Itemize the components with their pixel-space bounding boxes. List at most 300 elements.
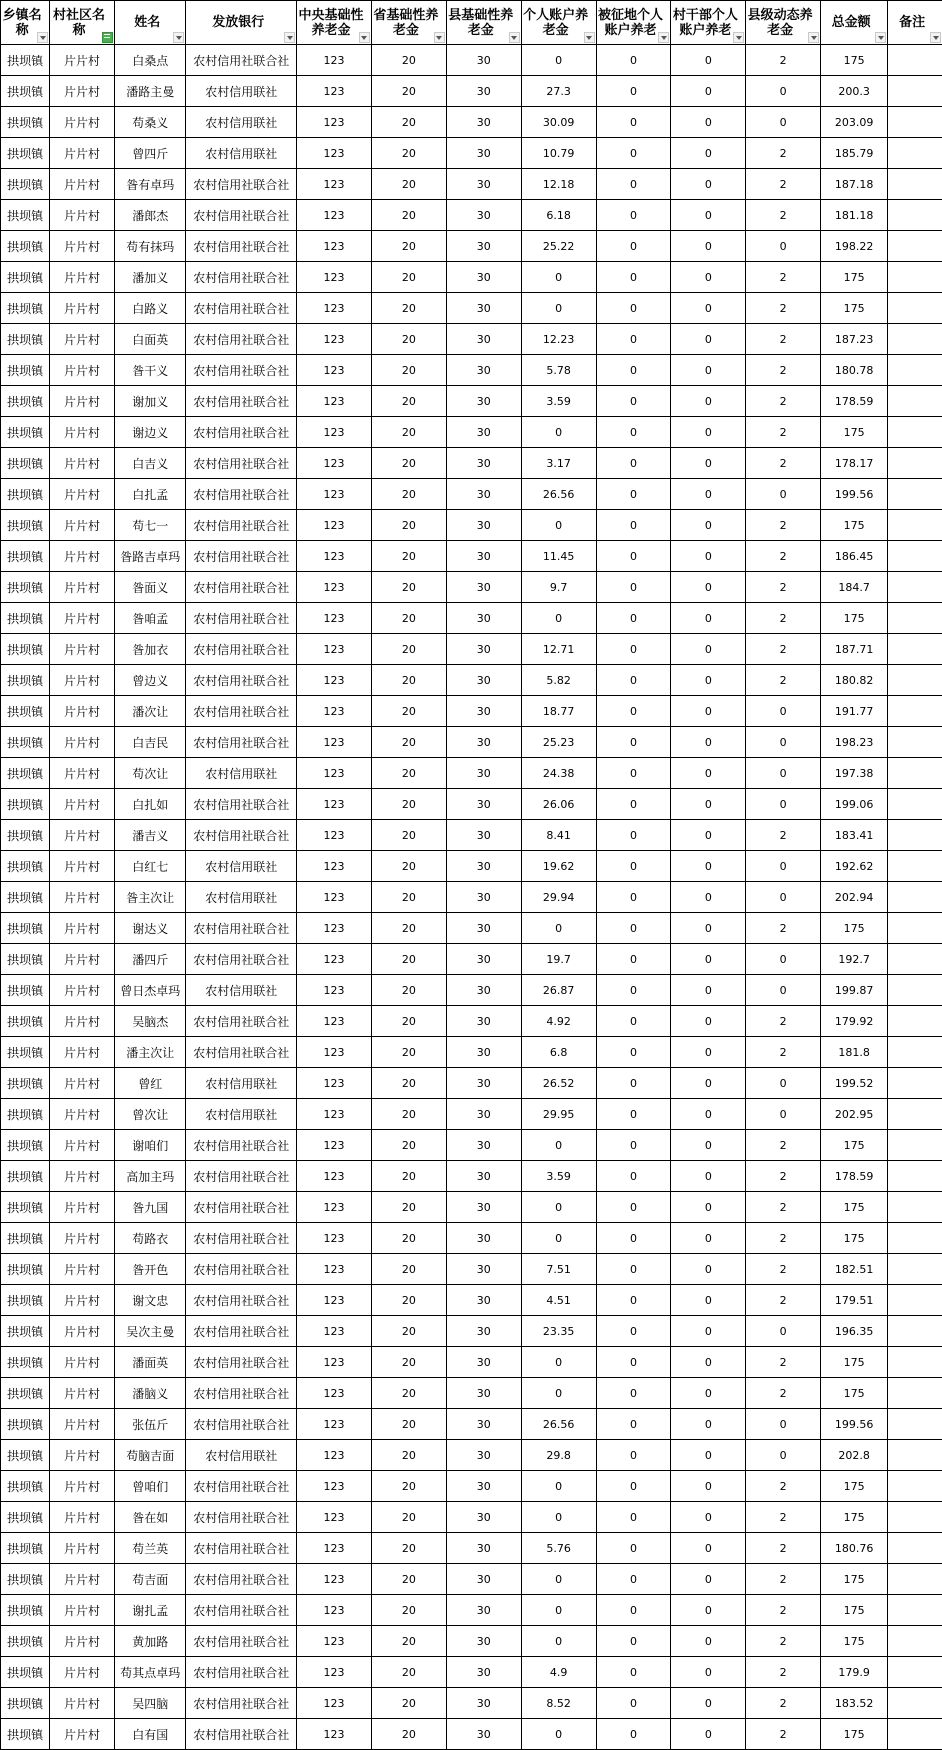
cell-town[interactable]: 拱坝镇 xyxy=(1,944,50,975)
cell-province[interactable]: 20 xyxy=(371,1347,446,1378)
cell-name[interactable]: 曾咱们 xyxy=(114,1471,186,1502)
cell-province[interactable]: 20 xyxy=(371,1533,446,1564)
cell-village[interactable]: 片片村 xyxy=(50,882,115,913)
cell-town[interactable]: 拱坝镇 xyxy=(1,820,50,851)
cell-cadre[interactable]: 0 xyxy=(671,479,746,510)
cell-town[interactable]: 拱坝镇 xyxy=(1,1037,50,1068)
cell-land[interactable]: 0 xyxy=(596,1285,671,1316)
cell-village[interactable]: 片片村 xyxy=(50,1254,115,1285)
cell-land[interactable]: 0 xyxy=(596,1378,671,1409)
cell-note[interactable] xyxy=(888,851,942,882)
cell-land[interactable]: 0 xyxy=(596,1471,671,1502)
cell-personal[interactable]: 9.7 xyxy=(521,572,596,603)
cell-land[interactable]: 0 xyxy=(596,76,671,107)
cell-central[interactable]: 123 xyxy=(297,851,372,882)
cell-name[interactable]: 谢扎孟 xyxy=(114,1595,186,1626)
cell-personal[interactable]: 0 xyxy=(521,1502,596,1533)
cell-bank[interactable]: 农村信用社联合社 xyxy=(186,944,297,975)
cell-cadre[interactable]: 0 xyxy=(671,1037,746,1068)
cell-county[interactable]: 30 xyxy=(446,820,521,851)
cell-dynamic[interactable]: 0 xyxy=(746,1316,821,1347)
cell-central[interactable]: 123 xyxy=(297,510,372,541)
cell-town[interactable]: 拱坝镇 xyxy=(1,200,50,231)
cell-note[interactable] xyxy=(888,1719,942,1750)
cell-total[interactable]: 197.38 xyxy=(821,758,888,789)
cell-total[interactable]: 192.7 xyxy=(821,944,888,975)
cell-total[interactable]: 199.52 xyxy=(821,1068,888,1099)
cell-total[interactable]: 175 xyxy=(821,262,888,293)
cell-central[interactable]: 123 xyxy=(297,758,372,789)
cell-cadre[interactable]: 0 xyxy=(671,820,746,851)
cell-personal[interactable]: 5.78 xyxy=(521,355,596,386)
cell-county[interactable]: 30 xyxy=(446,231,521,262)
cell-name[interactable]: 潘加义 xyxy=(114,262,186,293)
cell-dynamic[interactable]: 2 xyxy=(746,386,821,417)
cell-note[interactable] xyxy=(888,448,942,479)
cell-cadre[interactable]: 0 xyxy=(671,1533,746,1564)
cell-dynamic[interactable]: 2 xyxy=(746,1533,821,1564)
cell-central[interactable]: 123 xyxy=(297,169,372,200)
cell-total[interactable]: 183.41 xyxy=(821,820,888,851)
cell-note[interactable] xyxy=(888,1657,942,1688)
cell-note[interactable] xyxy=(888,603,942,634)
cell-cadre[interactable]: 0 xyxy=(671,448,746,479)
cell-village[interactable]: 片片村 xyxy=(50,1285,115,1316)
cell-note[interactable] xyxy=(888,1688,942,1719)
cell-county[interactable]: 30 xyxy=(446,324,521,355)
cell-cadre[interactable]: 0 xyxy=(671,262,746,293)
cell-cadre[interactable]: 0 xyxy=(671,1595,746,1626)
cell-cadre[interactable]: 0 xyxy=(671,1316,746,1347)
cell-personal[interactable]: 29.94 xyxy=(521,882,596,913)
cell-county[interactable]: 30 xyxy=(446,510,521,541)
cell-village[interactable]: 片片村 xyxy=(50,789,115,820)
cell-total[interactable]: 183.52 xyxy=(821,1688,888,1719)
cell-dynamic[interactable]: 2 xyxy=(746,1595,821,1626)
cell-county[interactable]: 30 xyxy=(446,944,521,975)
cell-personal[interactable]: 0 xyxy=(521,293,596,324)
cell-personal[interactable]: 0 xyxy=(521,1564,596,1595)
cell-total[interactable]: 175 xyxy=(821,1378,888,1409)
cell-central[interactable]: 123 xyxy=(297,1037,372,1068)
cell-bank[interactable]: 农村信用社联合社 xyxy=(186,1719,297,1750)
cell-name[interactable]: 吴脑杰 xyxy=(114,1006,186,1037)
cell-cadre[interactable]: 0 xyxy=(671,1564,746,1595)
cell-dynamic[interactable]: 2 xyxy=(746,541,821,572)
cell-dynamic[interactable]: 2 xyxy=(746,913,821,944)
cell-dynamic[interactable]: 2 xyxy=(746,1502,821,1533)
cell-town[interactable]: 拱坝镇 xyxy=(1,1719,50,1750)
cell-cadre[interactable]: 0 xyxy=(671,634,746,665)
cell-note[interactable] xyxy=(888,200,942,231)
cell-note[interactable] xyxy=(888,1254,942,1285)
cell-village[interactable]: 片片村 xyxy=(50,231,115,262)
cell-total[interactable]: 175 xyxy=(821,1502,888,1533)
cell-note[interactable] xyxy=(888,293,942,324)
cell-province[interactable]: 20 xyxy=(371,1161,446,1192)
cell-bank[interactable]: 农村信用社联合社 xyxy=(186,634,297,665)
cell-dynamic[interactable]: 2 xyxy=(746,572,821,603)
cell-town[interactable]: 拱坝镇 xyxy=(1,572,50,603)
cell-personal[interactable]: 10.79 xyxy=(521,138,596,169)
cell-central[interactable]: 123 xyxy=(297,944,372,975)
cell-name[interactable]: 潘主次让 xyxy=(114,1037,186,1068)
cell-land[interactable]: 0 xyxy=(596,1192,671,1223)
cell-province[interactable]: 20 xyxy=(371,386,446,417)
cell-dynamic[interactable]: 2 xyxy=(746,1223,821,1254)
cell-dynamic[interactable]: 0 xyxy=(746,1440,821,1471)
cell-name[interactable]: 曾日杰卓玛 xyxy=(114,975,186,1006)
cell-province[interactable]: 20 xyxy=(371,1440,446,1471)
cell-dynamic[interactable]: 0 xyxy=(746,882,821,913)
cell-land[interactable]: 0 xyxy=(596,541,671,572)
cell-village[interactable]: 片片村 xyxy=(50,1564,115,1595)
cell-name[interactable]: 昝干义 xyxy=(114,355,186,386)
cell-province[interactable]: 20 xyxy=(371,417,446,448)
cell-note[interactable] xyxy=(888,510,942,541)
cell-village[interactable]: 片片村 xyxy=(50,448,115,479)
cell-central[interactable]: 123 xyxy=(297,138,372,169)
cell-bank[interactable]: 农村信用联社 xyxy=(186,138,297,169)
cell-province[interactable]: 20 xyxy=(371,1006,446,1037)
cell-dynamic[interactable]: 2 xyxy=(746,1347,821,1378)
cell-dynamic[interactable]: 0 xyxy=(746,758,821,789)
cell-cadre[interactable]: 0 xyxy=(671,944,746,975)
cell-cadre[interactable]: 0 xyxy=(671,1192,746,1223)
cell-central[interactable]: 123 xyxy=(297,1502,372,1533)
cell-cadre[interactable]: 0 xyxy=(671,1657,746,1688)
cell-cadre[interactable]: 0 xyxy=(671,1006,746,1037)
cell-land[interactable]: 0 xyxy=(596,882,671,913)
cell-name[interactable]: 白路义 xyxy=(114,293,186,324)
cell-province[interactable]: 20 xyxy=(371,1068,446,1099)
cell-personal[interactable]: 0 xyxy=(521,45,596,76)
cell-town[interactable]: 拱坝镇 xyxy=(1,1223,50,1254)
cell-province[interactable]: 20 xyxy=(371,727,446,758)
cell-total[interactable]: 196.35 xyxy=(821,1316,888,1347)
cell-central[interactable]: 123 xyxy=(297,231,372,262)
cell-land[interactable]: 0 xyxy=(596,1068,671,1099)
cell-dynamic[interactable]: 2 xyxy=(746,293,821,324)
cell-province[interactable]: 20 xyxy=(371,1409,446,1440)
cell-note[interactable] xyxy=(888,975,942,1006)
cell-bank[interactable]: 农村信用社联合社 xyxy=(186,1688,297,1719)
cell-land[interactable]: 0 xyxy=(596,665,671,696)
cell-bank[interactable]: 农村信用社联合社 xyxy=(186,1502,297,1533)
cell-name[interactable]: 吴四脑 xyxy=(114,1688,186,1719)
cell-land[interactable]: 0 xyxy=(596,634,671,665)
cell-personal[interactable]: 8.52 xyxy=(521,1688,596,1719)
cell-note[interactable] xyxy=(888,758,942,789)
cell-village[interactable]: 片片村 xyxy=(50,634,115,665)
cell-total[interactable]: 175 xyxy=(821,1471,888,1502)
cell-central[interactable]: 123 xyxy=(297,975,372,1006)
cell-county[interactable]: 30 xyxy=(446,1564,521,1595)
cell-town[interactable]: 拱坝镇 xyxy=(1,634,50,665)
cell-total[interactable]: 199.56 xyxy=(821,1409,888,1440)
cell-land[interactable]: 0 xyxy=(596,1223,671,1254)
cell-bank[interactable]: 农村信用社联合社 xyxy=(186,479,297,510)
cell-dynamic[interactable]: 2 xyxy=(746,1657,821,1688)
cell-land[interactable]: 0 xyxy=(596,510,671,541)
cell-note[interactable] xyxy=(888,882,942,913)
cell-personal[interactable]: 0 xyxy=(521,1223,596,1254)
cell-central[interactable]: 123 xyxy=(297,1471,372,1502)
cell-name[interactable]: 昝路吉卓玛 xyxy=(114,541,186,572)
cell-cadre[interactable]: 0 xyxy=(671,1161,746,1192)
cell-dynamic[interactable]: 2 xyxy=(746,448,821,479)
cell-central[interactable]: 123 xyxy=(297,603,372,634)
cell-note[interactable] xyxy=(888,696,942,727)
cell-county[interactable]: 30 xyxy=(446,45,521,76)
cell-central[interactable]: 123 xyxy=(297,913,372,944)
cell-dynamic[interactable]: 2 xyxy=(746,45,821,76)
cell-town[interactable]: 拱坝镇 xyxy=(1,1657,50,1688)
cell-name[interactable]: 谢咱们 xyxy=(114,1130,186,1161)
cell-cadre[interactable]: 0 xyxy=(671,1099,746,1130)
cell-personal[interactable]: 5.82 xyxy=(521,665,596,696)
cell-central[interactable]: 123 xyxy=(297,262,372,293)
cell-cadre[interactable]: 0 xyxy=(671,107,746,138)
cell-dynamic[interactable]: 0 xyxy=(746,107,821,138)
cell-province[interactable]: 20 xyxy=(371,820,446,851)
cell-central[interactable]: 123 xyxy=(297,448,372,479)
cell-personal[interactable]: 26.87 xyxy=(521,975,596,1006)
cell-cadre[interactable]: 0 xyxy=(671,572,746,603)
cell-personal[interactable]: 18.77 xyxy=(521,696,596,727)
cell-personal[interactable]: 0 xyxy=(521,1595,596,1626)
cell-personal[interactable]: 3.17 xyxy=(521,448,596,479)
cell-town[interactable]: 拱坝镇 xyxy=(1,386,50,417)
cell-name[interactable]: 谢文忠 xyxy=(114,1285,186,1316)
cell-name[interactable]: 白红七 xyxy=(114,851,186,882)
cell-land[interactable]: 0 xyxy=(596,1719,671,1750)
filter-dropdown-icon[interactable] xyxy=(875,32,886,43)
cell-town[interactable]: 拱坝镇 xyxy=(1,1378,50,1409)
cell-village[interactable]: 片片村 xyxy=(50,1006,115,1037)
cell-name[interactable]: 曾边义 xyxy=(114,665,186,696)
cell-name[interactable]: 昝开色 xyxy=(114,1254,186,1285)
cell-province[interactable]: 20 xyxy=(371,1719,446,1750)
cell-personal[interactable]: 26.56 xyxy=(521,1409,596,1440)
cell-village[interactable]: 片片村 xyxy=(50,944,115,975)
filter-dropdown-icon[interactable] xyxy=(37,32,48,43)
cell-land[interactable]: 0 xyxy=(596,789,671,820)
cell-province[interactable]: 20 xyxy=(371,510,446,541)
cell-dynamic[interactable]: 0 xyxy=(746,789,821,820)
cell-personal[interactable]: 7.51 xyxy=(521,1254,596,1285)
cell-note[interactable] xyxy=(888,1595,942,1626)
cell-province[interactable]: 20 xyxy=(371,293,446,324)
cell-town[interactable]: 拱坝镇 xyxy=(1,510,50,541)
cell-name[interactable]: 白有国 xyxy=(114,1719,186,1750)
cell-note[interactable] xyxy=(888,231,942,262)
cell-note[interactable] xyxy=(888,1533,942,1564)
cell-personal[interactable]: 26.52 xyxy=(521,1068,596,1099)
cell-village[interactable]: 片片村 xyxy=(50,975,115,1006)
cell-name[interactable]: 苟其点卓玛 xyxy=(114,1657,186,1688)
cell-bank[interactable]: 农村信用社联合社 xyxy=(186,1254,297,1285)
cell-name[interactable]: 潘四斤 xyxy=(114,944,186,975)
cell-town[interactable]: 拱坝镇 xyxy=(1,696,50,727)
cell-village[interactable]: 片片村 xyxy=(50,262,115,293)
cell-county[interactable]: 30 xyxy=(446,603,521,634)
cell-note[interactable] xyxy=(888,634,942,665)
cell-province[interactable]: 20 xyxy=(371,200,446,231)
cell-county[interactable]: 30 xyxy=(446,169,521,200)
cell-name[interactable]: 昝加衣 xyxy=(114,634,186,665)
cell-cadre[interactable]: 0 xyxy=(671,1719,746,1750)
cell-village[interactable]: 片片村 xyxy=(50,1533,115,1564)
cell-land[interactable]: 0 xyxy=(596,355,671,386)
cell-note[interactable] xyxy=(888,324,942,355)
cell-personal[interactable]: 12.23 xyxy=(521,324,596,355)
cell-note[interactable] xyxy=(888,541,942,572)
cell-name[interactable]: 苟桑义 xyxy=(114,107,186,138)
cell-total[interactable]: 184.7 xyxy=(821,572,888,603)
cell-personal[interactable]: 3.59 xyxy=(521,386,596,417)
cell-note[interactable] xyxy=(888,479,942,510)
cell-province[interactable]: 20 xyxy=(371,1192,446,1223)
cell-name[interactable]: 苟有抹玛 xyxy=(114,231,186,262)
cell-town[interactable]: 拱坝镇 xyxy=(1,1285,50,1316)
cell-bank[interactable]: 农村信用社联合社 xyxy=(186,696,297,727)
cell-province[interactable]: 20 xyxy=(371,76,446,107)
cell-town[interactable]: 拱坝镇 xyxy=(1,107,50,138)
cell-name[interactable]: 黄加路 xyxy=(114,1626,186,1657)
cell-cadre[interactable]: 0 xyxy=(671,975,746,1006)
cell-central[interactable]: 123 xyxy=(297,727,372,758)
cell-village[interactable]: 片片村 xyxy=(50,1378,115,1409)
cell-central[interactable]: 123 xyxy=(297,1099,372,1130)
cell-land[interactable]: 0 xyxy=(596,1254,671,1285)
cell-note[interactable] xyxy=(888,1068,942,1099)
cell-personal[interactable]: 25.23 xyxy=(521,727,596,758)
cell-personal[interactable]: 0 xyxy=(521,417,596,448)
cell-bank[interactable]: 农村信用社联合社 xyxy=(186,1223,297,1254)
cell-bank[interactable]: 农村信用社联合社 xyxy=(186,1471,297,1502)
cell-county[interactable]: 30 xyxy=(446,913,521,944)
cell-dynamic[interactable]: 2 xyxy=(746,1192,821,1223)
cell-personal[interactable]: 19.62 xyxy=(521,851,596,882)
cell-land[interactable]: 0 xyxy=(596,1502,671,1533)
cell-bank[interactable]: 农村信用联社 xyxy=(186,758,297,789)
cell-cadre[interactable]: 0 xyxy=(671,913,746,944)
cell-land[interactable]: 0 xyxy=(596,138,671,169)
cell-province[interactable]: 20 xyxy=(371,758,446,789)
cell-bank[interactable]: 农村信用社联合社 xyxy=(186,448,297,479)
cell-province[interactable]: 20 xyxy=(371,1099,446,1130)
cell-cadre[interactable]: 0 xyxy=(671,541,746,572)
cell-province[interactable]: 20 xyxy=(371,975,446,1006)
cell-cadre[interactable]: 0 xyxy=(671,45,746,76)
cell-cadre[interactable]: 0 xyxy=(671,603,746,634)
cell-personal[interactable]: 12.18 xyxy=(521,169,596,200)
cell-bank[interactable]: 农村信用联社 xyxy=(186,1440,297,1471)
cell-province[interactable]: 20 xyxy=(371,882,446,913)
cell-central[interactable]: 123 xyxy=(297,1657,372,1688)
cell-village[interactable]: 片片村 xyxy=(50,76,115,107)
cell-village[interactable]: 片片村 xyxy=(50,1223,115,1254)
cell-total[interactable]: 175 xyxy=(821,1223,888,1254)
cell-total[interactable]: 185.79 xyxy=(821,138,888,169)
cell-town[interactable]: 拱坝镇 xyxy=(1,1626,50,1657)
cell-note[interactable] xyxy=(888,386,942,417)
cell-total[interactable]: 175 xyxy=(821,1595,888,1626)
cell-total[interactable]: 175 xyxy=(821,293,888,324)
cell-central[interactable]: 123 xyxy=(297,1130,372,1161)
cell-town[interactable]: 拱坝镇 xyxy=(1,1006,50,1037)
cell-note[interactable] xyxy=(888,1006,942,1037)
cell-dynamic[interactable]: 2 xyxy=(746,665,821,696)
cell-county[interactable]: 30 xyxy=(446,975,521,1006)
cell-bank[interactable]: 农村信用社联合社 xyxy=(186,1533,297,1564)
cell-cadre[interactable]: 0 xyxy=(671,1223,746,1254)
cell-central[interactable]: 123 xyxy=(297,1161,372,1192)
cell-cadre[interactable]: 0 xyxy=(671,882,746,913)
cell-cadre[interactable]: 0 xyxy=(671,417,746,448)
cell-cadre[interactable]: 0 xyxy=(671,1409,746,1440)
cell-land[interactable]: 0 xyxy=(596,1688,671,1719)
cell-name[interactable]: 潘郎杰 xyxy=(114,200,186,231)
cell-central[interactable]: 123 xyxy=(297,1440,372,1471)
cell-central[interactable]: 123 xyxy=(297,665,372,696)
cell-total[interactable]: 181.18 xyxy=(821,200,888,231)
cell-county[interactable]: 30 xyxy=(446,355,521,386)
cell-note[interactable] xyxy=(888,1223,942,1254)
cell-village[interactable]: 片片村 xyxy=(50,572,115,603)
cell-land[interactable]: 0 xyxy=(596,479,671,510)
cell-note[interactable] xyxy=(888,1471,942,1502)
cell-cadre[interactable]: 0 xyxy=(671,76,746,107)
cell-dynamic[interactable]: 2 xyxy=(746,324,821,355)
cell-cadre[interactable]: 0 xyxy=(671,138,746,169)
cell-note[interactable] xyxy=(888,76,942,107)
cell-name[interactable]: 昝在如 xyxy=(114,1502,186,1533)
cell-total[interactable]: 200.3 xyxy=(821,76,888,107)
filter-active-icon[interactable] xyxy=(102,32,113,43)
cell-province[interactable]: 20 xyxy=(371,1254,446,1285)
cell-dynamic[interactable]: 2 xyxy=(746,603,821,634)
cell-county[interactable]: 30 xyxy=(446,1657,521,1688)
cell-dynamic[interactable]: 2 xyxy=(746,138,821,169)
cell-town[interactable]: 拱坝镇 xyxy=(1,293,50,324)
cell-bank[interactable]: 农村信用社联合社 xyxy=(186,1409,297,1440)
cell-land[interactable]: 0 xyxy=(596,386,671,417)
cell-central[interactable]: 123 xyxy=(297,293,372,324)
cell-name[interactable]: 苟次让 xyxy=(114,758,186,789)
filter-dropdown-icon[interactable] xyxy=(434,32,445,43)
cell-cadre[interactable]: 0 xyxy=(671,324,746,355)
cell-town[interactable]: 拱坝镇 xyxy=(1,262,50,293)
cell-dynamic[interactable]: 0 xyxy=(746,975,821,1006)
filter-dropdown-icon[interactable] xyxy=(658,32,669,43)
cell-note[interactable] xyxy=(888,572,942,603)
cell-village[interactable]: 片片村 xyxy=(50,138,115,169)
cell-land[interactable]: 0 xyxy=(596,572,671,603)
cell-dynamic[interactable]: 2 xyxy=(746,169,821,200)
cell-cadre[interactable]: 0 xyxy=(671,386,746,417)
cell-name[interactable]: 曾次让 xyxy=(114,1099,186,1130)
cell-note[interactable] xyxy=(888,944,942,975)
cell-province[interactable]: 20 xyxy=(371,603,446,634)
cell-town[interactable]: 拱坝镇 xyxy=(1,76,50,107)
cell-note[interactable] xyxy=(888,1037,942,1068)
cell-dynamic[interactable]: 2 xyxy=(746,1626,821,1657)
cell-province[interactable]: 20 xyxy=(371,1595,446,1626)
cell-personal[interactable]: 27.3 xyxy=(521,76,596,107)
cell-note[interactable] xyxy=(888,107,942,138)
